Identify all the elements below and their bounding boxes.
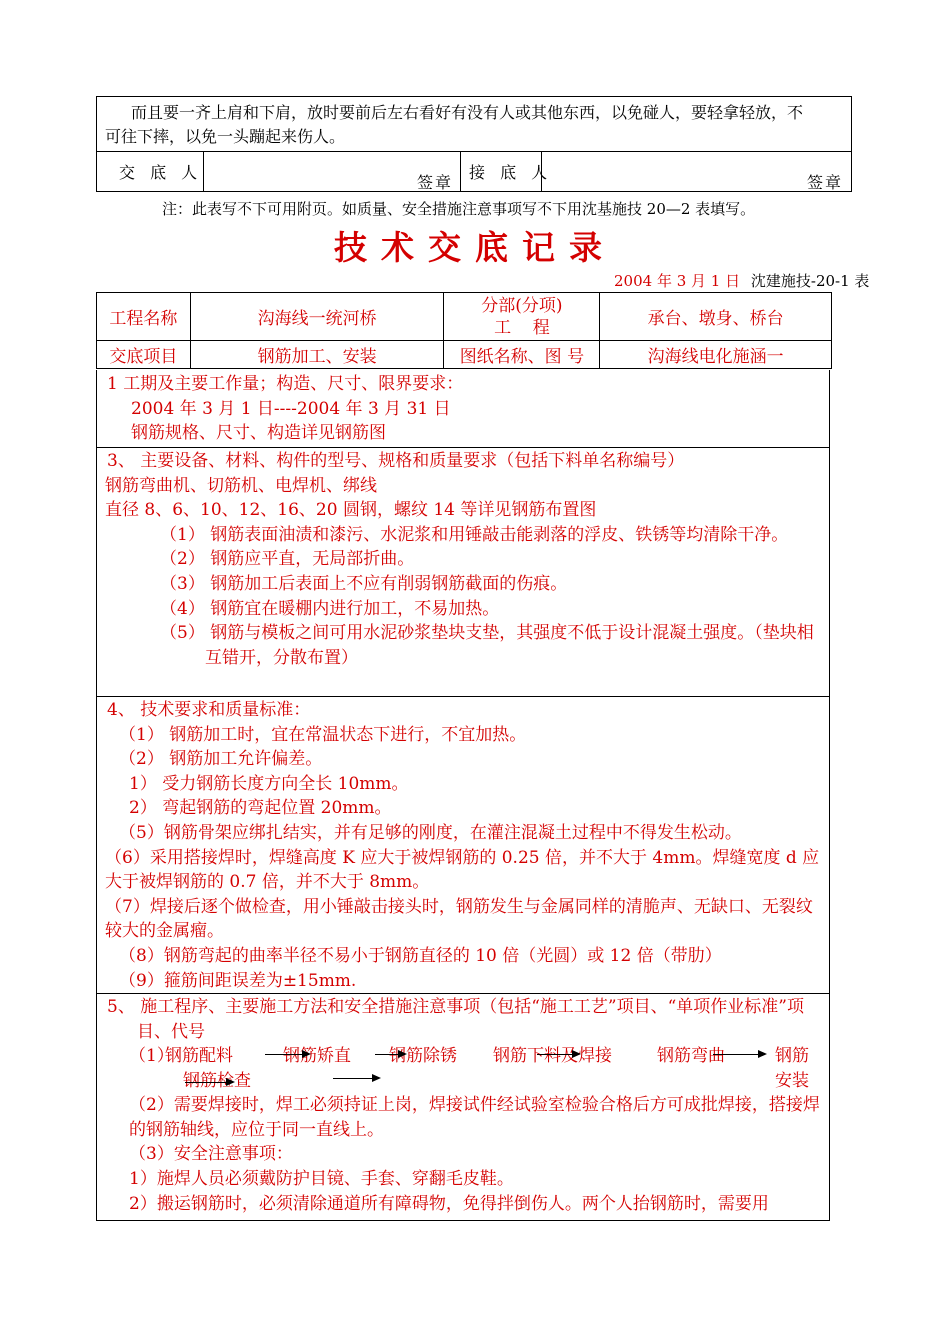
section-materials: [96, 447, 830, 697]
issuer-seal-label: 签章: [417, 173, 454, 192]
process-step: 钢筋配料: [165, 1046, 233, 1067]
procedure-item: （2）需要焊接时，焊工必须持证上岗，焊接试件经试验室检验合格后方可成批焊接，搭接焊的钢筋轴线，应位于同一直线上。: [129, 1095, 820, 1140]
section-heading: 4、 技术要求和质量标准：: [107, 700, 311, 720]
process-step: 钢筋弯曲: [657, 1046, 725, 1067]
continuation-line: 可往下摔，以免一头蹦起来伤人。: [105, 127, 346, 146]
materials-line: 直径 8、6、10、12、16、20 圆钢，螺纹 14 等详见钢筋布置图: [105, 500, 597, 521]
section-schedule: [96, 370, 830, 448]
procedure-item: （3）安全注意事项：: [129, 1144, 293, 1165]
item-label: 交底项目: [97, 341, 191, 369]
process-step: 钢筋矫直: [283, 1046, 351, 1067]
receiver-label: 接 底 人: [469, 163, 553, 182]
flow-arrow-icon: [375, 1054, 405, 1055]
process-step: 钢筋下料及焊接: [493, 1046, 612, 1067]
procedure-item: 1）施焊人员必须戴防护目镜、手套、穿翻毛皮鞋。: [129, 1168, 514, 1189]
requirement-item: （6）采用搭接焊时，焊缝高度 K 应大于被焊钢筋的 0.25 倍，并不大于 4mm。焊缝宽度 d 应大于被焊钢筋的 0.7 倍，并不大于 8mm。: [105, 847, 820, 893]
requirement-item: （9）箍筋间距误差为±15mm.: [119, 970, 357, 991]
section-heading: 3、 主要设备、材料、构件的型号、规格和质量要求（包括下料单名称编号）: [107, 451, 685, 471]
requirement-item: 2） 弯起钢筋的弯起位置 20mm。: [129, 798, 392, 819]
flow-arrow-icon: [265, 1054, 309, 1055]
page-title: 技术交底记录: [334, 228, 616, 267]
requirement-item: （7）焊接后逐个做检查，用小锤敲击接头时，钢筋发生与金属同样的清脆声、无缺口、无裂纹较大的金属瘤。: [105, 896, 813, 942]
issuer-label: 交 底 人: [119, 163, 203, 182]
material-item: （4） 钢筋宜在暖棚内进行加工，不易加热。: [160, 598, 500, 619]
schedule-line: 钢筋规格、尺寸、构造详见钢筋图: [131, 423, 386, 444]
continuation-text: [105, 101, 845, 149]
record-date: 2004 年 3 月 1 日: [614, 272, 741, 290]
previous-page-continuation: [96, 96, 852, 192]
requirement-item: （2） 钢筋加工允许偏差。: [119, 749, 323, 770]
receiver-seal-label: 签章: [807, 173, 844, 192]
sub-project-label-line: 工 程: [494, 317, 550, 338]
process-step: 钢筋安装: [775, 1046, 809, 1091]
requirement-item: （1） 钢筋加工时，宜在常温状态下进行，不宜加热。: [119, 724, 527, 745]
process-flow: [107, 1044, 823, 1093]
sub-project-label: [444, 293, 600, 341]
procedure-item: 2）搬运钢筋时，必须清除通道所有障碍物，免得拌倒伤人。两个人抬钢筋时，需要用: [129, 1193, 769, 1214]
project-name-label: 工程名称: [97, 293, 191, 341]
process-step: 钢筋检查: [183, 1071, 251, 1092]
flow-arrow-icon: [713, 1054, 765, 1055]
date-line: [614, 270, 869, 291]
flow-arrow-icon: [333, 1078, 379, 1079]
process-flow-prefix: （1）: [129, 1046, 174, 1067]
project-name-value: 沟海线一统河桥: [190, 293, 444, 341]
record-header-table: [96, 292, 832, 369]
section-heading: 1 工期及主要工作量；构造、尺寸、限界要求：: [107, 374, 464, 394]
material-item: （1） 钢筋表面油渍和漆污、水泥浆和用锤敲击能剥落的浮皮、铁锈等均清除干净。: [160, 524, 789, 545]
material-item: （5） 钢筋与模板之间可用水泥砂浆垫块支垫，其强度不低于设计混凝土强度。（垫块相互错开，分散布置）: [160, 623, 814, 668]
sub-project-label-line: 分部(分项): [481, 295, 563, 316]
section-technical-requirements: [96, 696, 830, 994]
form-note: 注：此表写不下可用附页。如质量、安全措施注意事项写不下用沈基施技 20—2 表填写。: [162, 200, 756, 218]
requirement-item: （8）钢筋弯起的曲率半径不易小于钢筋直径的 10 倍（光圆）或 12 倍（带肋）: [119, 945, 722, 966]
flow-arrow-icon: [185, 1082, 233, 1083]
requirement-item: 1） 受力钢筋长度方向全长 10mm。: [129, 773, 409, 794]
material-item: （3） 钢筋加工后表面上不应有削弱钢筋截面的伤痕。: [160, 573, 568, 594]
section-procedures-safety: [96, 993, 830, 1221]
form-code: 沈建施技-20-1 表: [750, 272, 870, 290]
continuation-line: 而且要一齐上肩和下肩，放时要前后左右看好有没有人或其他东西，以免碰人，要轻拿轻放，不: [131, 103, 804, 122]
drawing-value: 沟海线电化施涵一: [600, 341, 832, 369]
drawing-label: 图纸名称、图 号: [444, 341, 600, 369]
material-item: （2） 钢筋应平直，无局部折曲。: [160, 549, 415, 570]
schedule-line: 2004 年 3 月 1 日----2004 年 3 月 31 日: [131, 398, 451, 419]
item-value: 钢筋加工、安装: [190, 341, 444, 369]
materials-line: 钢筋弯曲机、切筋机、电焊机、绑线: [105, 475, 377, 496]
section-heading: 5、 施工程序、主要施工方法和安全措施注意事项（包括“施工工艺”项目、“单项作业标准”项目、代号: [107, 997, 804, 1042]
flow-arrow-icon: [537, 1054, 579, 1055]
process-step: 钢筋除锈: [389, 1046, 457, 1067]
sub-project-value: 承台、墩身、桥台: [600, 293, 832, 341]
signoff-row: [97, 151, 851, 192]
requirement-item: （5）钢筋骨架应绑扎结实，并有足够的刚度，在灌注混凝土过程中不得发生松动。: [119, 822, 742, 843]
